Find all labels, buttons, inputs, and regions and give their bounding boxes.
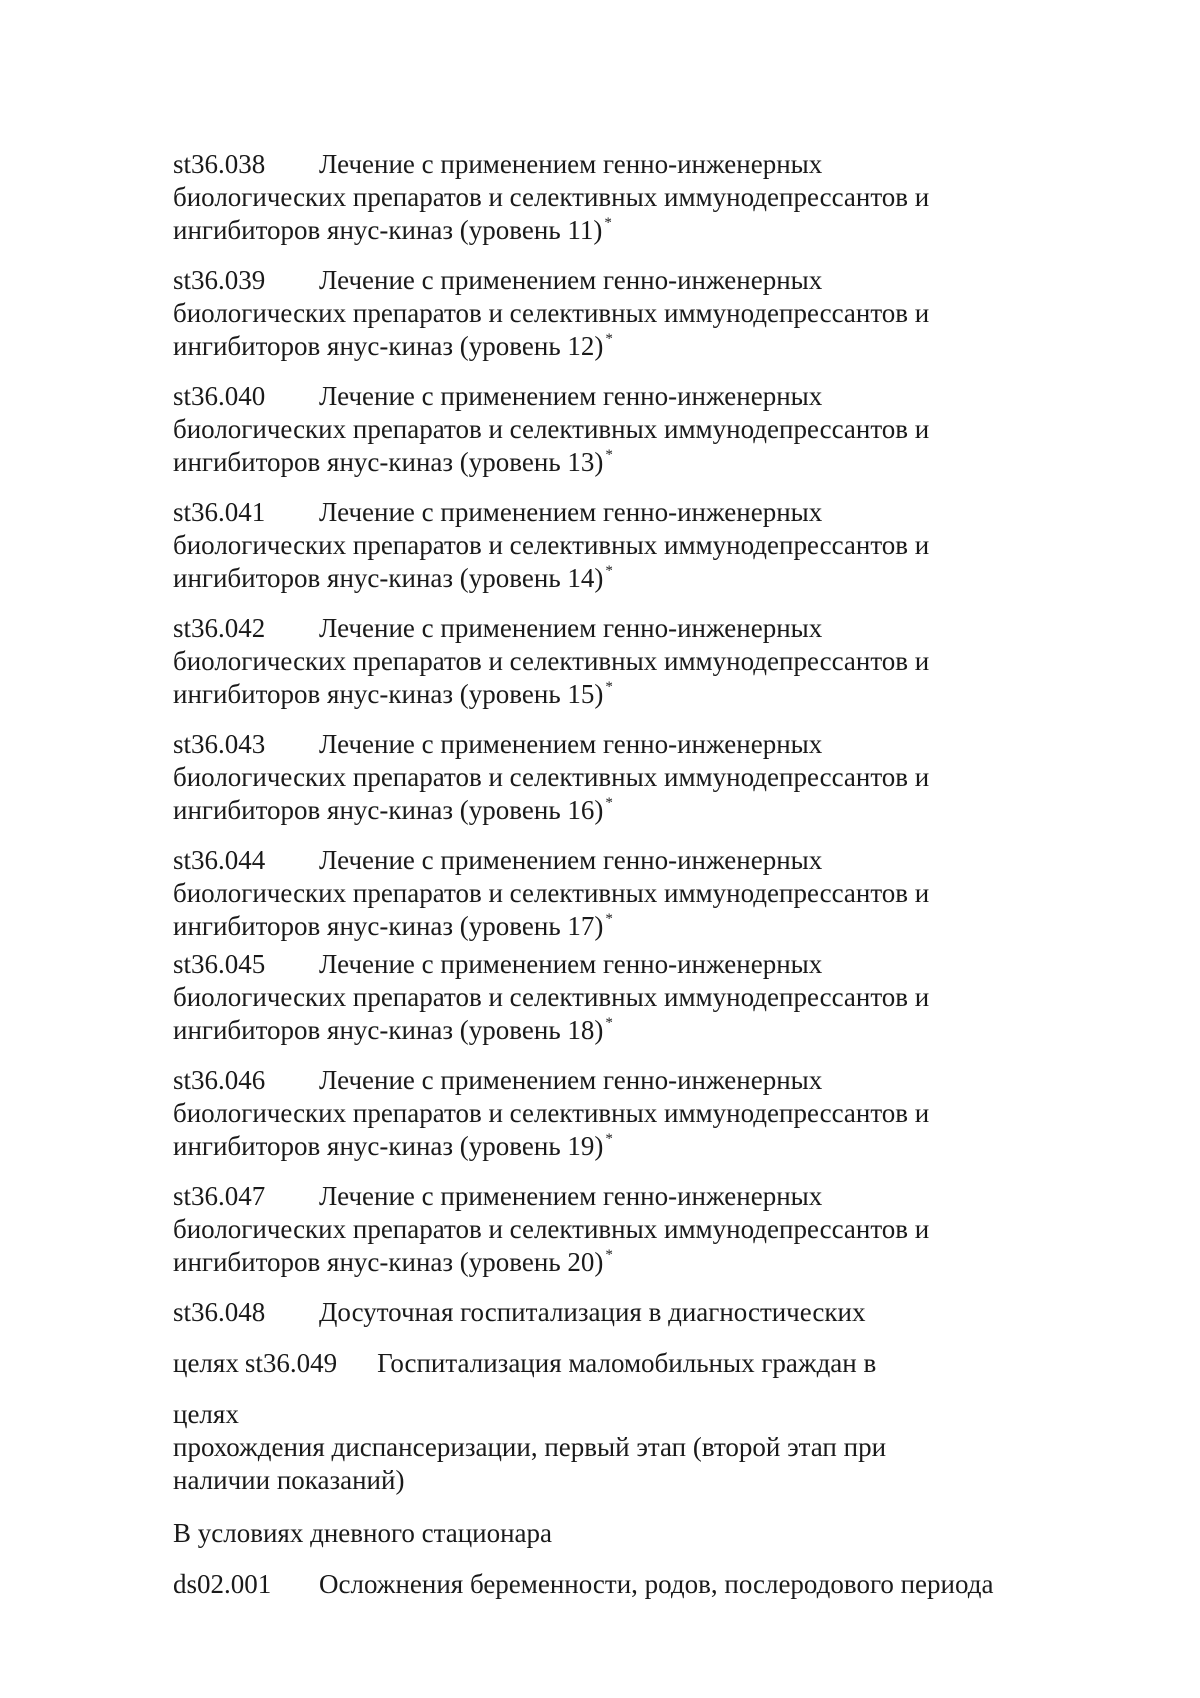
entry-st36-047 — [173, 1180, 1073, 1284]
entry-st36-049-first-line — [173, 1347, 1073, 1380]
entry-text: Лечение с применением генно-инженерных — [319, 497, 823, 527]
entry-text: Госпитализация маломобильных граждан в — [377, 1348, 877, 1378]
entry-line-3 — [173, 678, 1073, 716]
entry-line-3 — [173, 562, 1073, 600]
entry-line-3 — [173, 1014, 1073, 1052]
entry-line-3 — [173, 910, 1073, 948]
footnote-mark: * — [605, 563, 613, 579]
line-prefix: целях — [173, 1348, 239, 1378]
entry-line-3 — [173, 446, 1073, 484]
entry-st36-038 — [173, 148, 1073, 252]
entry-line-3 — [173, 1246, 1073, 1284]
entry-code: st36.039 — [173, 265, 266, 295]
entry-level: ингибиторов янус-киназ (уровень 15) — [173, 679, 604, 709]
entry-text: Осложнения беременности, родов, послеродового периода — [319, 1569, 994, 1599]
entry-line-2: биологических препаратов и селективных иммунодепрессантов и — [173, 298, 930, 328]
entry-line-2: биологических препаратов и селективных иммунодепрессантов и — [173, 182, 930, 212]
entry-st36-040 — [173, 380, 1073, 484]
entry-st36-048 — [173, 1296, 1073, 1329]
footnote-mark: * — [605, 1015, 613, 1031]
entry-line-3 — [173, 794, 1073, 832]
entry-code: st36.046 — [173, 1065, 266, 1095]
entry-line-2: биологических препаратов и селективных иммунодепрессантов и — [173, 1214, 930, 1244]
entry-text: Лечение с применением генно-инженерных — [319, 381, 823, 411]
entry-code: st36.047 — [173, 1181, 266, 1211]
entry-line-1 — [173, 728, 1073, 761]
entry-st36-042 — [173, 612, 1073, 716]
entry-code: st36.040 — [173, 381, 266, 411]
entry-text: Лечение с применением генно-инженерных — [319, 149, 823, 179]
entry-line-2: биологических препаратов и селективных иммунодепрессантов и — [173, 646, 930, 676]
entry-line-1 — [173, 380, 1073, 413]
entry-code: st36.041 — [173, 497, 266, 527]
entry-text: Лечение с применением генно-инженерных — [319, 949, 823, 979]
entry-code: st36.042 — [173, 613, 266, 643]
entry-st36-043 — [173, 728, 1073, 832]
entry-line-1 — [173, 844, 1073, 877]
entry-line-2: целях — [173, 1399, 239, 1429]
entry-code: st36.049 — [244, 1348, 338, 1378]
entry-level: ингибиторов янус-киназ (уровень 14) — [173, 563, 604, 593]
entry-level: ингибиторов янус-киназ (уровень 12) — [173, 331, 604, 361]
entry-text: Лечение с применением генно-инженерных — [319, 845, 823, 875]
entry-code: st36.048 — [173, 1297, 266, 1327]
entry-level: ингибиторов янус-киназ (уровень 16) — [173, 795, 604, 825]
footnote-mark: * — [604, 215, 612, 231]
footnote-mark: * — [605, 679, 613, 695]
entry-code: st36.044 — [173, 845, 266, 875]
entry-st36-045 — [173, 948, 1073, 1052]
entry-code: st36.038 — [173, 149, 266, 179]
entry-line-1 — [173, 948, 1073, 981]
entry-st36-049-continuation — [173, 1398, 1073, 1497]
entry-line-1 — [173, 612, 1073, 645]
entry-line-4: наличии показаний) — [173, 1465, 405, 1495]
entry-level: ингибиторов янус-киназ (уровень 18) — [173, 1015, 604, 1045]
footnote-mark: * — [605, 1131, 613, 1147]
entry-level: ингибиторов янус-киназ (уровень 13) — [173, 447, 604, 477]
entry-line-2: биологических препаратов и селективных иммунодепрессантов и — [173, 414, 930, 444]
entry-st36-039 — [173, 264, 1073, 368]
document-page — [173, 148, 1073, 1619]
footnote-mark: * — [605, 911, 613, 927]
entry-line-3 — [173, 214, 1073, 252]
entry-line-1 — [173, 1180, 1073, 1213]
entry-code: st36.043 — [173, 729, 266, 759]
entry-text: Лечение с применением генно-инженерных — [319, 1065, 823, 1095]
footnote-mark: * — [605, 795, 613, 811]
entry-level: ингибиторов янус-киназ (уровень 19) — [173, 1131, 604, 1161]
entry-line-2: биологических препаратов и селективных иммунодепрессантов и — [173, 878, 930, 908]
entry-line-2: биологических препаратов и селективных иммунодепрессантов и — [173, 530, 930, 560]
entry-line-3 — [173, 330, 1073, 368]
entry-st36-046 — [173, 1064, 1073, 1168]
footnote-mark: * — [605, 331, 613, 347]
entry-line-3: прохождения диспансеризации, первый этап (второй этап при — [173, 1432, 887, 1462]
entry-text: Лечение с применением генно-инженерных — [319, 1181, 823, 1211]
entry-line-1 — [173, 496, 1073, 529]
entry-line-3 — [173, 1130, 1073, 1168]
entry-line-1 — [173, 1064, 1073, 1097]
entry-line-1 — [173, 148, 1073, 181]
footnote-mark: * — [605, 447, 613, 463]
section-heading: В условиях дневного стационара — [173, 1518, 553, 1548]
entry-line-1 — [173, 264, 1073, 297]
entry-line-2: биологических препаратов и селективных иммунодепрессантов и — [173, 982, 930, 1012]
entry-st36-041 — [173, 496, 1073, 600]
entry-text: Лечение с применением генно-инженерных — [319, 729, 823, 759]
entry-level: ингибиторов янус-киназ (уровень 17) — [173, 911, 604, 941]
entry-st36-044 — [173, 844, 1073, 948]
entry-ds02-001 — [173, 1568, 1073, 1601]
entry-text: Лечение с применением генно-инженерных — [319, 265, 823, 295]
entry-line-2: биологических препаратов и селективных иммунодепрессантов и — [173, 762, 930, 792]
entry-code: st36.045 — [173, 949, 266, 979]
entry-code: ds02.001 — [173, 1569, 272, 1599]
entry-text: Лечение с применением генно-инженерных — [319, 613, 823, 643]
entry-level: ингибиторов янус-киназ (уровень 20) — [173, 1247, 604, 1277]
entry-level: ингибиторов янус-киназ (уровень 11) — [173, 215, 603, 245]
footnote-mark: * — [605, 1247, 613, 1263]
entry-line-2: биологических препаратов и селективных иммунодепрессантов и — [173, 1098, 930, 1128]
entry-text: Досуточная госпитализация в диагностических — [319, 1297, 866, 1327]
